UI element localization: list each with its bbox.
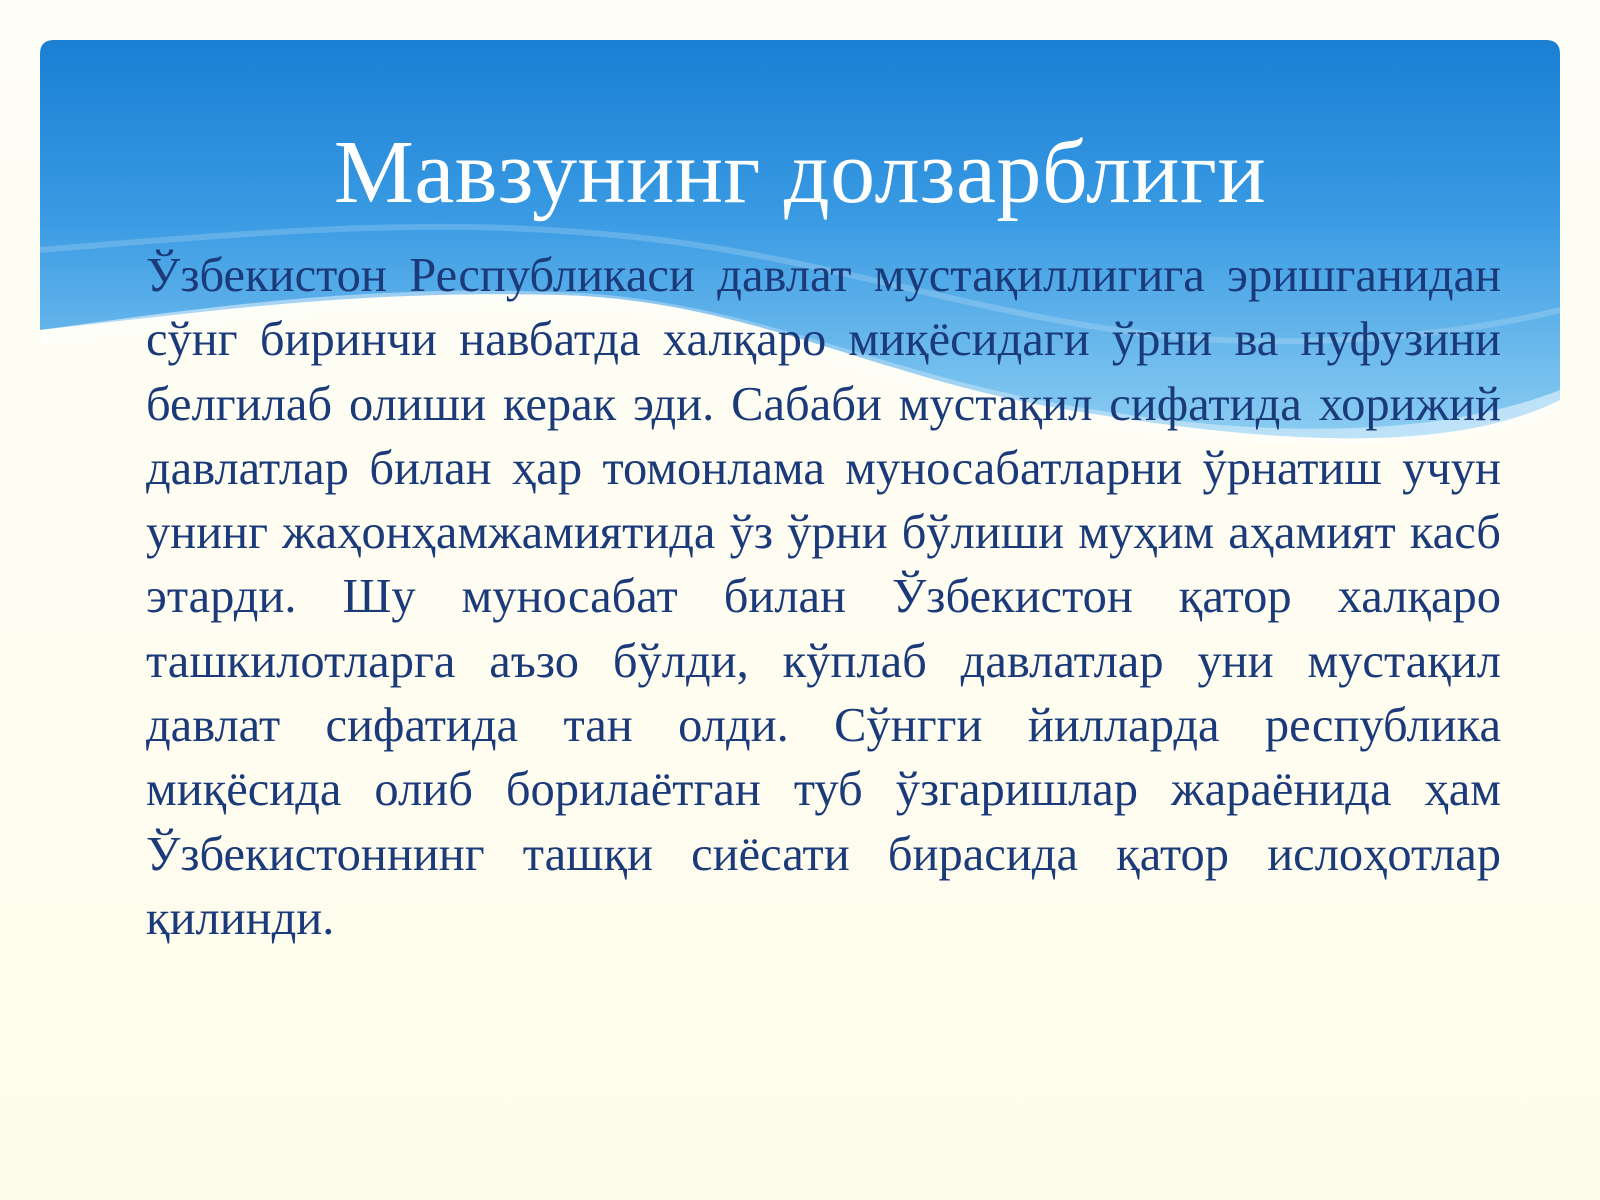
slide-body-paragraph: Ўзбекистон Республикаси давлат мустақиллигига эришганидан сўнг биринчи навбатда халқаро миқёсидаги ўрни ва нуфузини белгилаб олиши керак эди. Сабаби мустақил сифатида хорижий давлатлар билан ҳар томонлама муносабатларни ўрнатиш учун унинг жаҳонҳамжамиятида ўз ўрни бўлиши муҳим аҳамият касб этарди. Шу муносабат билан Ўзбекистон қатор халқаро ташкилотларга аъзо бўлди, кўплаб давлатлар уни мустақил давлат сифатида тан олди. Сўнгги йилларда республика миқёсида олиб борилаётган туб ўзгаришлар жараёнида ҳам Ўзбекистоннинг ташқи сиёсати бирасида қатор ислоҳотлар қилинди.: [146, 249, 1501, 945]
slide-title: Мавзунинг долзарблиги: [333, 123, 1267, 222]
